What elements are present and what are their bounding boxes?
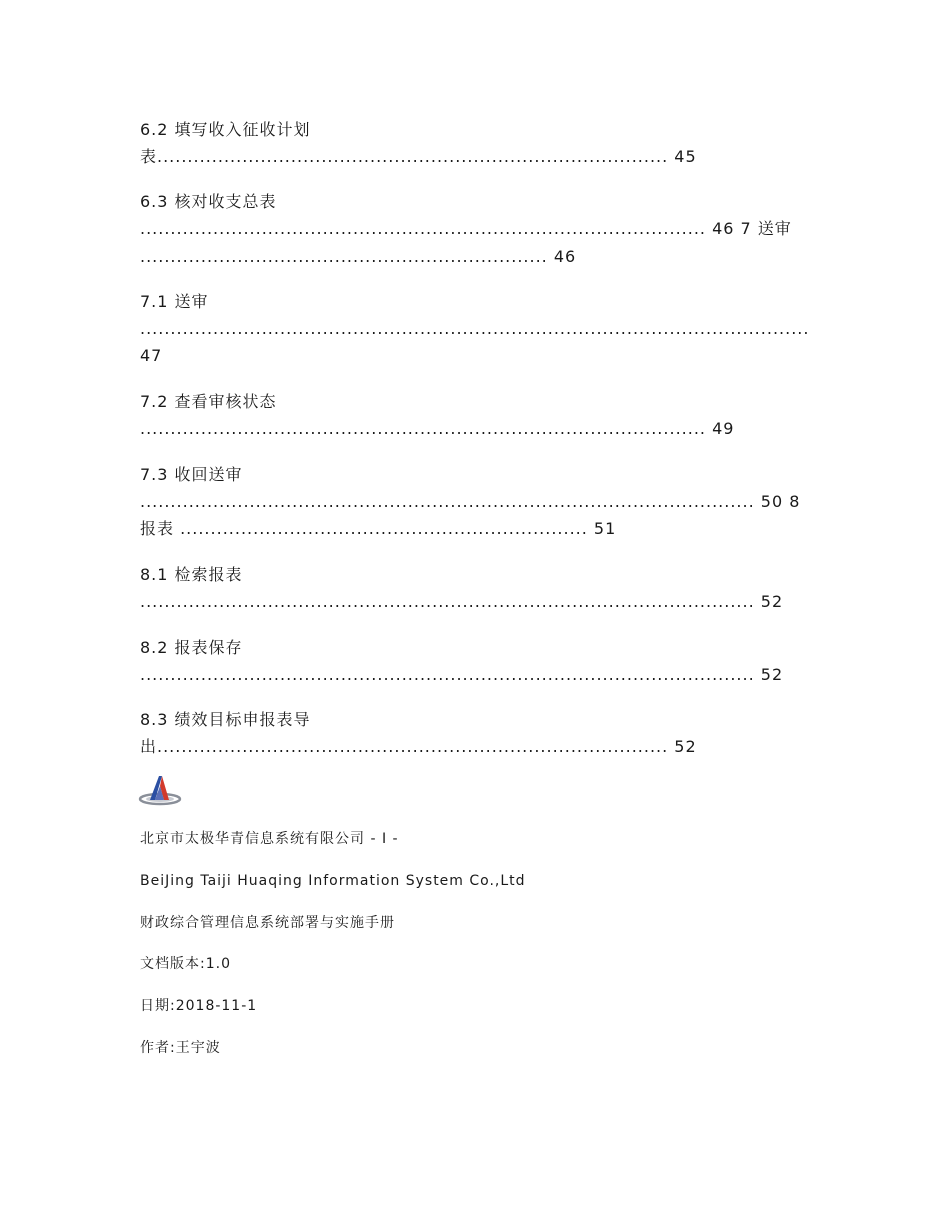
toc-entry-leader: 出.................................................................................... 52 bbox=[140, 737, 697, 756]
toc-entry-page: 47 bbox=[140, 346, 163, 365]
toc-entry-title: 7.1 送审 bbox=[140, 292, 209, 311]
company-name-en: BeiJing Taiji Huaqing Information System Co.,Ltd bbox=[140, 873, 526, 889]
toc-entry-leader: ................................................................... 46 bbox=[140, 247, 577, 266]
document-date: 日期:2018-11-1 bbox=[140, 998, 258, 1014]
toc-entry-title: 6.2 填写收入征收计划 bbox=[140, 120, 311, 139]
document-version: 文档版本:1.0 bbox=[140, 956, 231, 972]
company-name-cn: 北京市太极华青信息系统有限公司 - I - bbox=[140, 831, 399, 847]
toc-entry-leader: ..................................................................................................... 52 bbox=[140, 592, 784, 611]
toc-entry-leader: .............................................................................................................. bbox=[140, 319, 810, 338]
toc-entry-title: 8.3 绩效目标申报表导 bbox=[140, 710, 311, 729]
toc-entry-title: 6.3 核对收支总表 bbox=[140, 192, 277, 211]
toc-entry-leader: ............................................................................................. 49 bbox=[140, 419, 735, 438]
document-author: 作者:王宇波 bbox=[140, 1040, 221, 1056]
toc-entry-leader: ..................................................................................................... 52 bbox=[140, 665, 784, 684]
toc-entry-title: 8.1 检索报表 bbox=[140, 565, 243, 584]
toc-entry-leader: 表.................................................................................... 45 bbox=[140, 147, 697, 166]
toc-entry-leader: ............................................................................................. 46 7 送审 bbox=[140, 219, 792, 238]
toc-entry-title: 7.3 收回送审 bbox=[140, 465, 243, 484]
toc-entry-leader: ..................................................................................................... 50 8 bbox=[140, 492, 801, 511]
toc-entry-title: 7.2 查看审核状态 bbox=[140, 392, 277, 411]
document-title: 财政综合管理信息系统部署与实施手册 bbox=[140, 915, 395, 931]
toc-entry-title: 8.2 报表保存 bbox=[140, 638, 243, 657]
company-logo-icon bbox=[138, 772, 182, 806]
toc-entry-leader: 报表 ................................................................... 51 bbox=[140, 519, 617, 538]
